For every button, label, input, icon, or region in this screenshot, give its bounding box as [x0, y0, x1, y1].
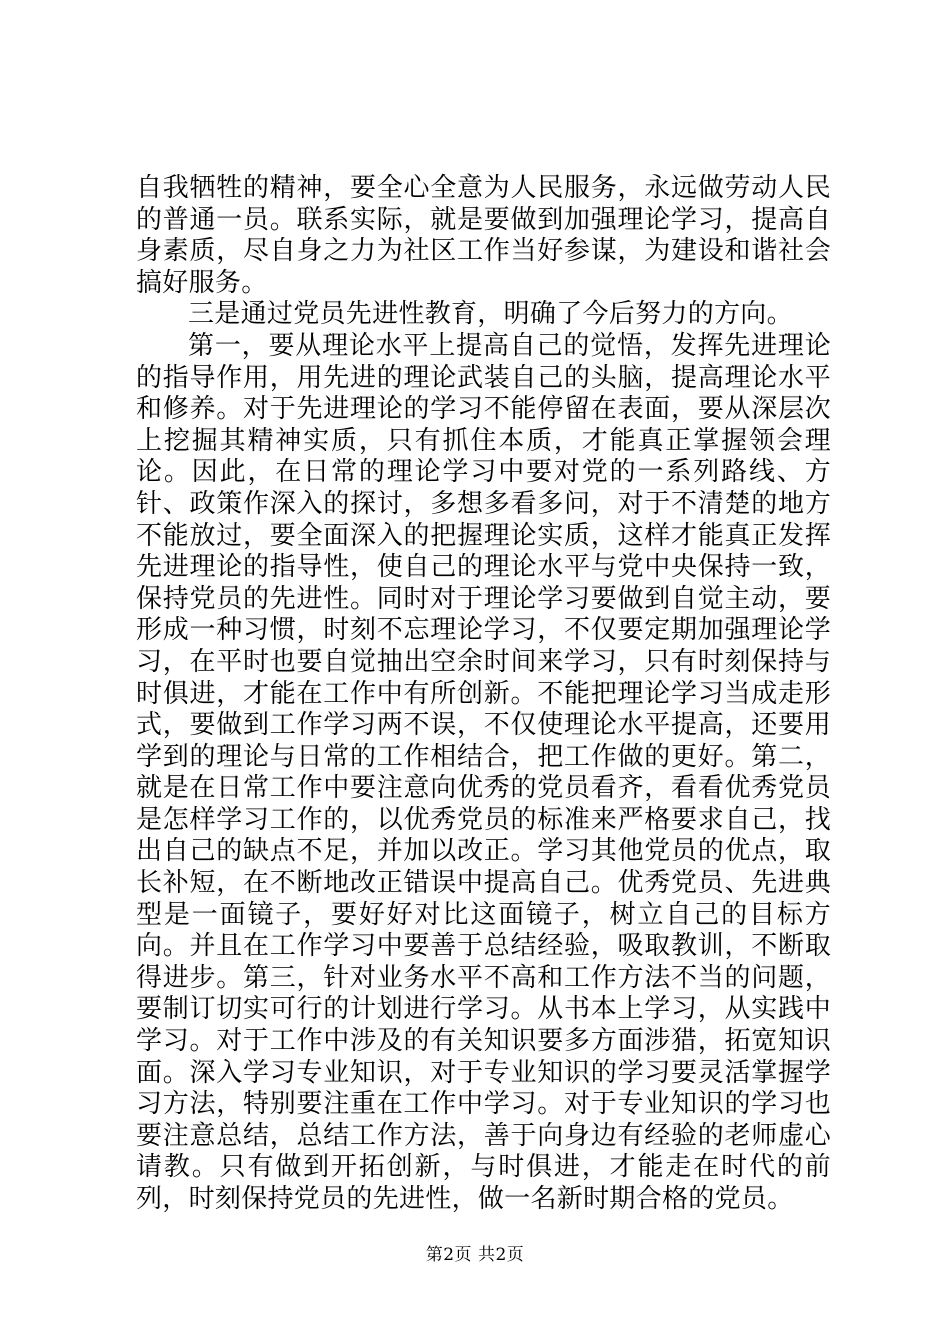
- paragraph-main: 第一，要从理论水平上提高自己的觉悟，发挥先进理论的指导作用，用先进的理论武装自己的头脑，提高理论水平和修养。对于先进理论的学习不能停留在表面，要从深层次上挖掘其精神实质，只有抓住本质，才能真正掌握领会理论。因此，在日常的理论学习中要对党的一系列路线、方针、政策作深入的探讨，多想多看多问，对于不清楚的地方不能放过，要全面深入的把握理论实质，这样才能真正发挥先进理论的指导性，使自己的理论水平与党中央保持一致，保持党员的先进性。同时对于理论学习要做到自觉主动，要形成一种习惯，时刻不忘理论学习，不仅要定期加强理论学习，在平时也要自觉抽出空余时间来学习，只有时刻保持与时俱进，才能在工作中有所创新。不能把理论学习当成走形式，要做到工作学习两不误，不仅使理论水平提高，还要用学到的理论与日常的工作相结合，把工作做的更好。第二，就是在日常工作中要注意向优秀的党员看齐，看看优秀党员是怎样学习工作的，以优秀党员的标准来严格要求自己，找出自己的缺点不足，并加以改正。学习其他党员的优点，取长补短，在不断地改正错误中提高自己。优秀党员、先进典型是一面镜子，要好好对比这面镜子，树立自己的目标方向。并且在工作学习中要善于总结经验，吸取教训，不断取得进步。第三，针对业务水平不高和工作方法不当的问题，要制订切实可行的计划进行学习。从书本上学习，从实践中学习。对于工作中涉及的有关知识要多方面涉猎，拓宽知识面。深入学习专业知识，对于专业知识的学习要灵活掌握学习方法，特别要注重在工作中学习。对于专业知识的学习也要注意总结，总结工作方法，善于向身边有经验的老师虚心请教。只有做到开拓创新，与时俱进，才能走在时代的前列，时刻保持党员的先进性，做一名新时期合格的党员。: [136, 330, 831, 1214]
- page-footer: [0, 1244, 950, 1266]
- document-body: [136, 173, 831, 1216]
- page-number-label: 第2页 共2页: [425, 1245, 525, 1265]
- paragraph-section-heading: 三是通过党员先进性教育，明确了今后努力的方向。: [188, 299, 793, 330]
- paragraph-continuation: 自我牺牲的精神，要全心全意为人民服务，永远做劳动人民的普通一员。联系实际，就是要做到加强理论学习，提高自身素质，尽自身之力为社区工作当好参谋，为建设和谐社会搞好服务。: [136, 173, 831, 298]
